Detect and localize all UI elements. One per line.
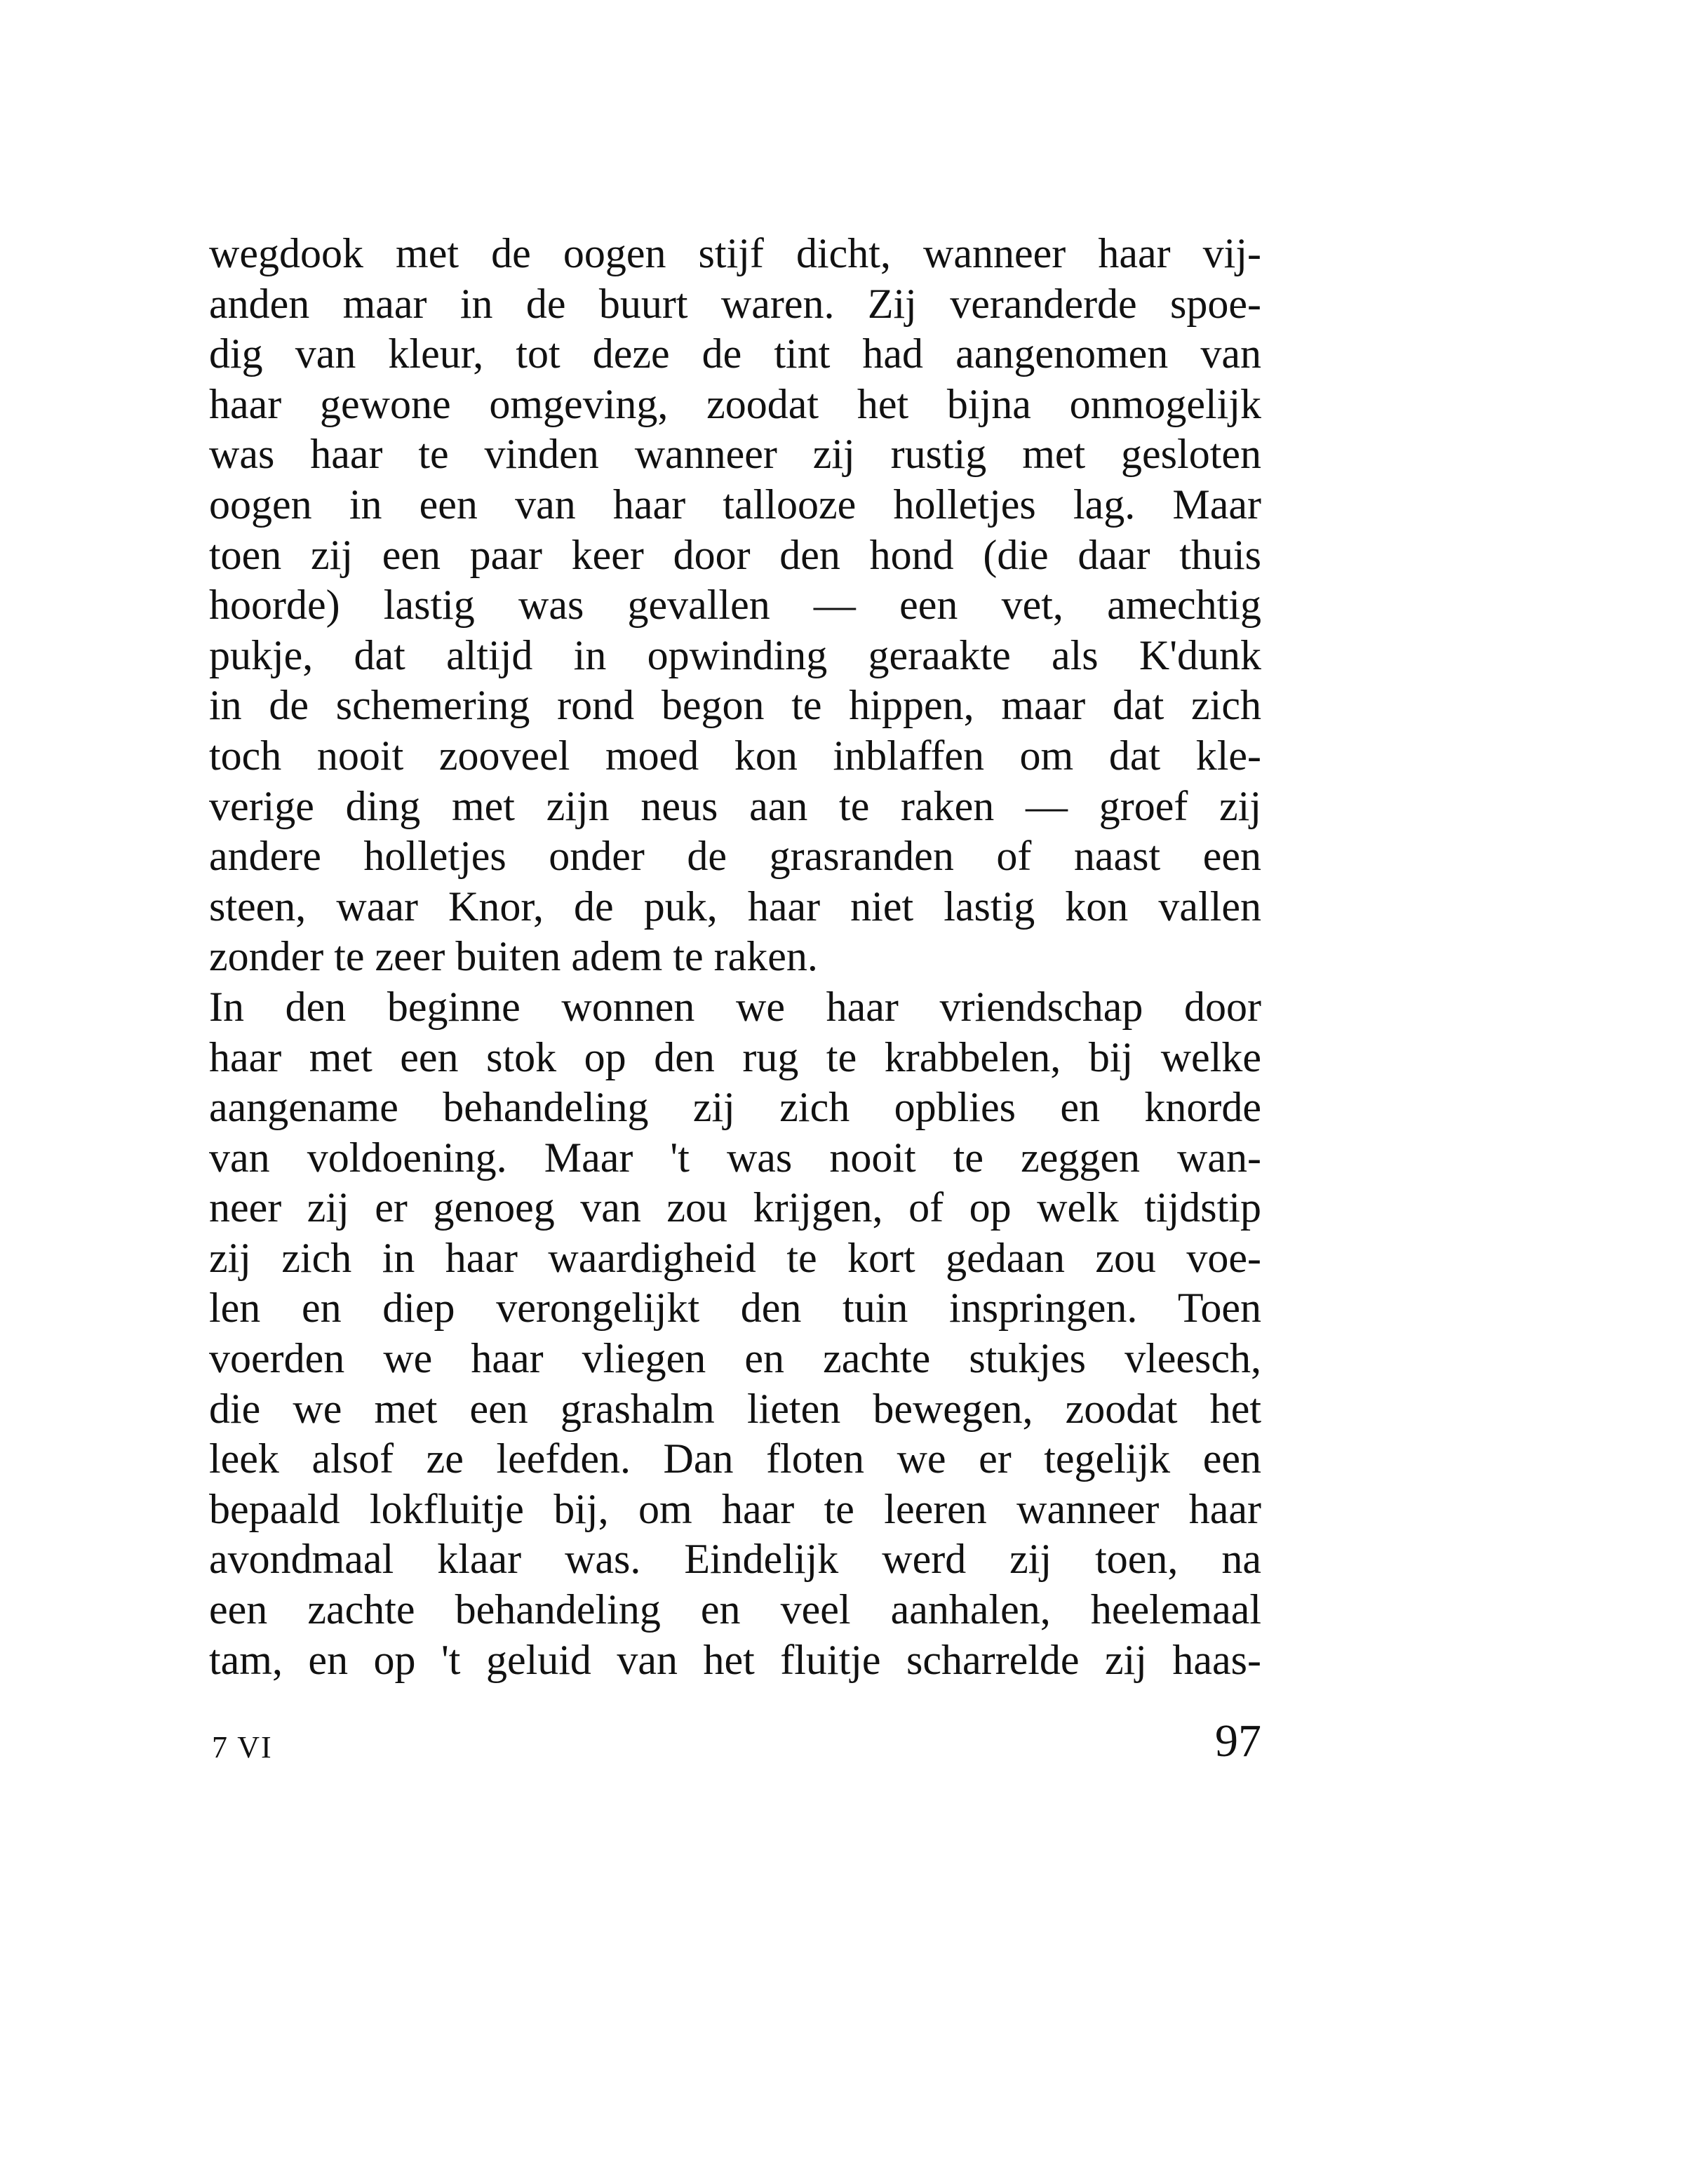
text-line: voerden we haar vliegen en zachte stukjes vleesch, <box>209 1335 1261 1382</box>
text-line: in de schemering rond begon te hippen, maar dat zich <box>209 682 1261 729</box>
text-line: leek alsof ze leefden. Dan floten we er tegelijk een <box>209 1435 1261 1482</box>
text-line: neer zij er genoeg van zou krijgen, of op welk tijdstip <box>209 1184 1261 1231</box>
text-line: In den beginne wonnen we haar vriendschap door <box>209 983 1261 1030</box>
signature-mark: 7 VI <box>212 1730 273 1764</box>
text-line: andere holletjes onder de grasranden of naast een <box>209 833 1261 880</box>
text-line: dig van kleur, tot deze de tint had aangenomen van <box>209 330 1261 377</box>
page-footer <box>209 1715 1261 1771</box>
text-line: een zachte behandeling en veel aanhalen, heelemaal <box>209 1586 1261 1633</box>
page-number: 97 <box>1215 1715 1261 1767</box>
body-text <box>209 229 1261 1685</box>
text-line: wegdook met de oogen stijf dicht, wanneer haar vij- <box>209 230 1261 276</box>
text-line: oogen in een van haar tallooze holletjes lag. Maar <box>209 481 1261 528</box>
text-line: haar gewone omgeving, zoodat het bijna onmogelijk <box>209 380 1261 427</box>
text-line: zonder te zeer buiten adem te raken. <box>209 933 818 980</box>
text-line: tam, en op 't geluid van het fluitje scharrelde zij haas- <box>209 1636 1261 1683</box>
text-line: toch nooit zooveel moed kon inblaffen om dat kle- <box>209 732 1261 779</box>
text-line: van voldoening. Maar 't was nooit te zeggen wan- <box>209 1134 1261 1181</box>
text-line: zij zich in haar waardigheid te kort gedaan zou voe- <box>209 1234 1261 1281</box>
text-line: was haar te vinden wanneer zij rustig met gesloten <box>209 431 1261 478</box>
text-line: aangename behandeling zij zich opblies en knorde <box>209 1084 1261 1131</box>
text-line: bepaald lokfluitje bij, om haar te leeren wanneer haar <box>209 1485 1261 1532</box>
text-line: anden maar in de buurt waren. Zij veranderde spoe- <box>209 280 1261 327</box>
text-line: haar met een stok op den rug te krabbelen, bij welke <box>209 1033 1261 1080</box>
text-line: hoorde) lastig was gevallen — een vet, amechtig <box>209 582 1261 629</box>
text-line: toen zij een paar keer door den hond (die daar thuis <box>209 531 1261 578</box>
text-line: pukje, dat altijd in opwinding geraakte als K'dunk <box>209 631 1261 678</box>
text-line: avondmaal klaar was. Eindelijk werd zij toen, na <box>209 1536 1261 1583</box>
text-line: steen, waar Knor, de puk, haar niet lastig kon vallen <box>209 883 1261 930</box>
text-line: die we met een grashalm lieten bewegen, zoodat het <box>209 1385 1261 1432</box>
text-line: verige ding met zijn neus aan te raken — groef zij <box>209 782 1261 829</box>
text-line: len en diep verongelijkt den tuin inspringen. Toen <box>209 1285 1261 1332</box>
